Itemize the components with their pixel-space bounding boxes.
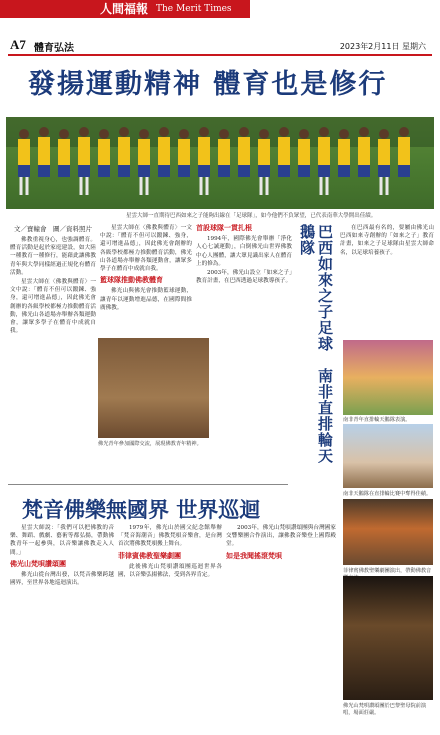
paragraph: 在巴西最有名的，要屬由佛光山巴西如來寺創辦的「如來之子」教育計畫，如來之子足球隊由星雲大師命名，以足球培養孩子。 [340,225,434,256]
second-headline: 梵音佛樂無國界 世界巡迴 [22,498,261,522]
subhead: 佛光山梵唄讚頌團 [10,558,66,568]
article-column-3 [196,224,292,474]
main-headline: 發揚運動精神 體育也是修行 [28,69,388,100]
paragraph: 2003年，佛光山設立「如來之子」教育計畫，在巴西透過足球教導孩子。 [196,270,292,285]
issue-date: 2023年2月11日 星期六 [339,42,426,51]
section-divider [8,484,288,485]
newspaper-logo: 人間福報 [100,2,149,16]
choir-performance-photo [343,499,433,565]
article-column-right [340,224,434,338]
skating-team-caption: 南非青年直排輪天鵝隊表演。 [343,417,411,423]
masthead [0,0,440,34]
subhead: 籃球隊推動佛教體育 [100,275,163,285]
article-column-2 [100,224,192,334]
article2-column-3 [226,524,336,728]
section-name: 體育弘法 [34,43,74,54]
paragraph: 此後佛光山梵唄讚頌團巡迴世界各國，以音樂弘揚佛法，受到各界肯定。 [118,563,222,579]
subhead: 首設球隊一貫扎根 [196,224,252,232]
paragraph: 1994年，國際佛光會舉辦「淨化人心七誡運動」，白倒佛光山世界佛教中心人團體，讓大眾見識出家人在體育上的修為。 [196,236,292,267]
paragraph: 佛光山從台灣出發，以梵音佛樂跨越國界，至世界各地巡迴演出。 [10,572,114,587]
photo-caption: 菲律賓佛教聖樂劇團演出，帶動佛教音 [343,568,432,574]
paragraph: 佛教重視身心，也強調體育。體育活動是起於家庭建設，如大陸一種教育一種修行，能藉此讓佛教青年與大學同樣經過正規化有體育活動。 [10,237,96,276]
youth-event-photo [98,338,209,438]
article2-column-1 [10,524,114,728]
article2-column-2 [118,524,222,728]
paragraph: 1979年，佛光山於國父紀念館舉辦「梵音海潮音」佛教梵唄音樂會，是台灣首次將佛教梵唄搬上舞台。 [118,525,222,548]
photo-caption: 南非天鵝隊在直排輪比賽中奪得佳績。 [343,491,432,497]
newspaper-english-name: The Merit Times [156,4,232,14]
team-photo-caption: 星雲大師一直期待巴西如來之子能夠出線在「足球隊」，如今他們不負眾望，已代表南華大學開出佳績。 [126,213,377,219]
paragraph: 佛光山與佛光會推動籃球運動，讓青年以運動增進品德，在國際間推廣佛教。 [100,288,192,311]
cathedral-concert-photo [343,576,433,700]
youth-event-caption: 佛光青年參加國際交流，展現佛教青年精神。 [98,441,202,447]
paragraph: 星雲大師在〈佛教與體育〉一文中說：「體育不但可以鍛鍊、強身，還可增進品德」，因此佛光會創辦的各級學校都極力推動體育活動，佛光山各道場亦舉辦各類運動會，讓眾多學子在體育中成就自我。 [10,279,96,335]
dance-performance-photo [343,424,433,488]
subhead: 菲律賓佛教聖樂劇團 [118,550,181,560]
subhead: 如是我聞搖滾梵唄 [226,550,282,560]
page-number: A7 [10,37,26,52]
team-silhouettes [6,117,434,209]
football-team-photo [6,117,434,209]
paragraph: 2003年，佛光山梵唄讚頌團與台灣國家交響樂團合作演出，讓佛教音樂登上國際殿堂。 [226,525,336,548]
paragraph: 星雲大師在〈佛教與體育〉一文中說：「體育不但可以鍛鍊、強身，還可增進品德」，因此佛光會創辦的各級學校都極力推動體育活動，佛光山各道場亦舉辦各類運動會，讓眾多學子在體育中成就自我。 [100,225,192,273]
skating-team-photo [343,340,433,415]
article-column-1 [10,236,96,480]
header-rule [8,54,432,56]
byline: 文／寶幢會 圖／資料照片 [14,225,92,233]
paragraph: 星雲大師說：「我們可以把佛教的音樂、舞蹈、戲劇、藝術等都弘揚，帶動佛教青年一起參與，以音樂讓佛教走入人間。」 [10,525,114,556]
vertical-headline: 巴西如來之子足球 南非直排輪天鵝隊 [298,224,334,464]
photo-caption: 佛光山梵唄讚頌團於巴黎聖母院前演唱，場面莊嚴。 [343,703,427,716]
